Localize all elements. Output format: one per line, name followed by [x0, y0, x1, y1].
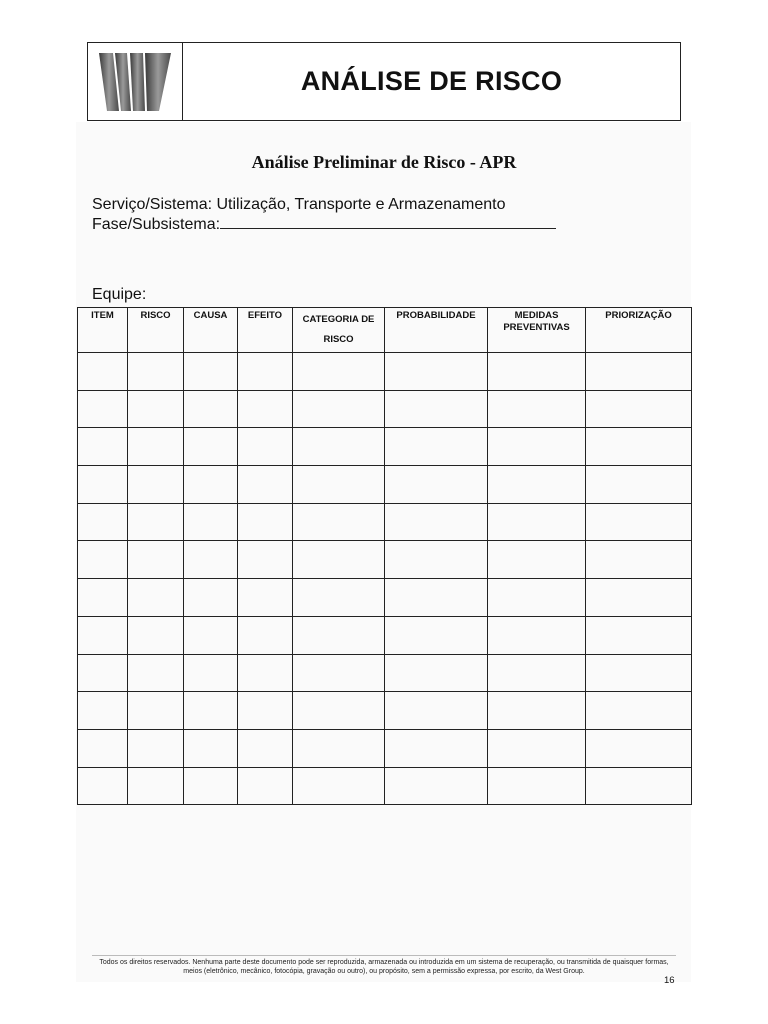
table-row: [78, 729, 692, 767]
table-cell[interactable]: [488, 767, 586, 805]
table-cell[interactable]: [78, 579, 128, 617]
table-cell[interactable]: [238, 353, 293, 391]
col-efeito: EFEITO: [238, 308, 293, 353]
equipe-label: Equipe:: [92, 286, 147, 303]
table-cell[interactable]: [488, 654, 586, 692]
table-cell[interactable]: [78, 654, 128, 692]
table-cell[interactable]: [586, 579, 692, 617]
table-row: [78, 692, 692, 730]
table-cell[interactable]: [488, 353, 586, 391]
table-cell[interactable]: [184, 767, 238, 805]
table-cell[interactable]: [293, 353, 385, 391]
table-cell[interactable]: [488, 579, 586, 617]
table-cell[interactable]: [184, 616, 238, 654]
table-cell[interactable]: [238, 729, 293, 767]
table-cell[interactable]: [586, 353, 692, 391]
table-cell[interactable]: [488, 503, 586, 541]
table-cell[interactable]: [184, 579, 238, 617]
table-cell[interactable]: [293, 729, 385, 767]
table-cell[interactable]: [293, 503, 385, 541]
table-cell[interactable]: [488, 390, 586, 428]
table-cell[interactable]: [128, 654, 184, 692]
footer-divider: [92, 955, 676, 956]
table-cell[interactable]: [184, 390, 238, 428]
table-cell[interactable]: [238, 390, 293, 428]
table-cell[interactable]: [385, 353, 488, 391]
logo-cell: [88, 43, 183, 120]
table-cell[interactable]: [586, 767, 692, 805]
col-risco: RISCO: [128, 308, 184, 353]
table-row: [78, 428, 692, 466]
table-row: [78, 503, 692, 541]
table-cell[interactable]: [128, 692, 184, 730]
col-categoria: CATEGORIA DE RISCO: [293, 308, 385, 353]
table-cell[interactable]: [184, 729, 238, 767]
table-cell[interactable]: [488, 466, 586, 504]
table-cell[interactable]: [184, 692, 238, 730]
table-cell[interactable]: [293, 767, 385, 805]
table-cell[interactable]: [586, 466, 692, 504]
table-cell[interactable]: [385, 729, 488, 767]
table-cell[interactable]: [78, 729, 128, 767]
table-cell[interactable]: [78, 692, 128, 730]
table-row: [78, 616, 692, 654]
table-row: [78, 353, 692, 391]
w-letter-logo-icon: [97, 51, 173, 113]
col-causa: CAUSA: [184, 308, 238, 353]
table-cell[interactable]: [293, 466, 385, 504]
table-cell[interactable]: [586, 503, 692, 541]
table-row: [78, 654, 692, 692]
table-cell[interactable]: [78, 353, 128, 391]
table-cell[interactable]: [488, 541, 586, 579]
table-cell[interactable]: [78, 503, 128, 541]
table-cell[interactable]: [128, 616, 184, 654]
table-cell[interactable]: [128, 767, 184, 805]
table-cell[interactable]: [293, 541, 385, 579]
col-item: ITEM: [78, 308, 128, 353]
table-cell[interactable]: [586, 428, 692, 466]
table-cell[interactable]: [293, 654, 385, 692]
table-cell[interactable]: [488, 692, 586, 730]
table-cell[interactable]: [385, 428, 488, 466]
footer-copyright: Todos os direitos reservados. Nenhuma parte deste documento pode ser reproduzida, armazenada ou introduzida em um sistema de recuperação, ou transmitida de quaisquer formas, meios (eletrônico, mecânico, fotocópia, gravação ou outro), ou propósito, sem a permissão expressa, por escrito, da West Group.: [99, 959, 669, 975]
table-cell[interactable]: [238, 503, 293, 541]
table-cell[interactable]: [78, 466, 128, 504]
document-header: [87, 42, 681, 121]
table-cell[interactable]: [385, 390, 488, 428]
servico-field: Serviço/Sistema: Utilização, Transporte e Armazenamento: [92, 196, 506, 213]
table-cell[interactable]: [128, 428, 184, 466]
table-cell[interactable]: [586, 541, 692, 579]
table-cell[interactable]: [78, 390, 128, 428]
apr-table: [77, 307, 692, 805]
table-row: [78, 767, 692, 805]
table-cell[interactable]: [238, 692, 293, 730]
table-cell[interactable]: [586, 654, 692, 692]
table-cell[interactable]: [293, 579, 385, 617]
table-cell[interactable]: [293, 692, 385, 730]
table-cell[interactable]: [238, 428, 293, 466]
table-cell[interactable]: [385, 616, 488, 654]
table-cell[interactable]: [184, 541, 238, 579]
table-cell[interactable]: [78, 428, 128, 466]
table-cell[interactable]: [238, 654, 293, 692]
table-cell[interactable]: [238, 767, 293, 805]
table-cell[interactable]: [128, 503, 184, 541]
table-cell[interactable]: [586, 390, 692, 428]
table-cell[interactable]: [293, 390, 385, 428]
table-cell[interactable]: [78, 616, 128, 654]
page-number: 16: [664, 975, 675, 986]
table-cell[interactable]: [385, 579, 488, 617]
table-cell[interactable]: [128, 353, 184, 391]
col-priorizacao: PRIORIZAÇÃO: [586, 308, 692, 353]
fase-field: [92, 214, 556, 234]
table-cell[interactable]: [586, 616, 692, 654]
table-cell[interactable]: [78, 767, 128, 805]
table-cell[interactable]: [238, 466, 293, 504]
table-cell[interactable]: [184, 654, 238, 692]
table-cell[interactable]: [586, 692, 692, 730]
table-cell[interactable]: [385, 692, 488, 730]
table-cell[interactable]: [128, 579, 184, 617]
table-cell[interactable]: [128, 729, 184, 767]
fase-label: Fase/Subsistema:: [92, 216, 221, 233]
table-cell[interactable]: [488, 616, 586, 654]
table-row: [78, 390, 692, 428]
table-cell[interactable]: [128, 541, 184, 579]
table-cell[interactable]: [385, 767, 488, 805]
table-cell[interactable]: [184, 428, 238, 466]
col-probabilidade: PROBABILIDADE: [385, 308, 488, 353]
table-row: [78, 541, 692, 579]
table-cell[interactable]: [238, 579, 293, 617]
table-header-row: [78, 308, 692, 353]
table-cell[interactable]: [385, 541, 488, 579]
table-cell[interactable]: [293, 616, 385, 654]
fase-blank-line[interactable]: [220, 214, 556, 229]
table-cell[interactable]: [184, 466, 238, 504]
table-cell[interactable]: [128, 466, 184, 504]
table-cell[interactable]: [488, 428, 586, 466]
form-subtitle: Análise Preliminar de Risco - APR: [251, 152, 517, 172]
col-medidas: MEDIDAS PREVENTIVAS: [488, 308, 586, 353]
table-cell[interactable]: [586, 729, 692, 767]
table-cell[interactable]: [184, 353, 238, 391]
table-cell[interactable]: [385, 654, 488, 692]
table-cell[interactable]: [385, 503, 488, 541]
table-cell[interactable]: [385, 466, 488, 504]
table-cell[interactable]: [184, 503, 238, 541]
table-row: [78, 466, 692, 504]
document-title: ANÁLISE DE RISCO: [300, 66, 563, 96]
table-cell[interactable]: [238, 541, 293, 579]
table-row: [78, 579, 692, 617]
table-cell[interactable]: [128, 390, 184, 428]
table-cell[interactable]: [78, 541, 128, 579]
table-cell[interactable]: [238, 616, 293, 654]
table-cell[interactable]: [488, 729, 586, 767]
table-cell[interactable]: [293, 428, 385, 466]
